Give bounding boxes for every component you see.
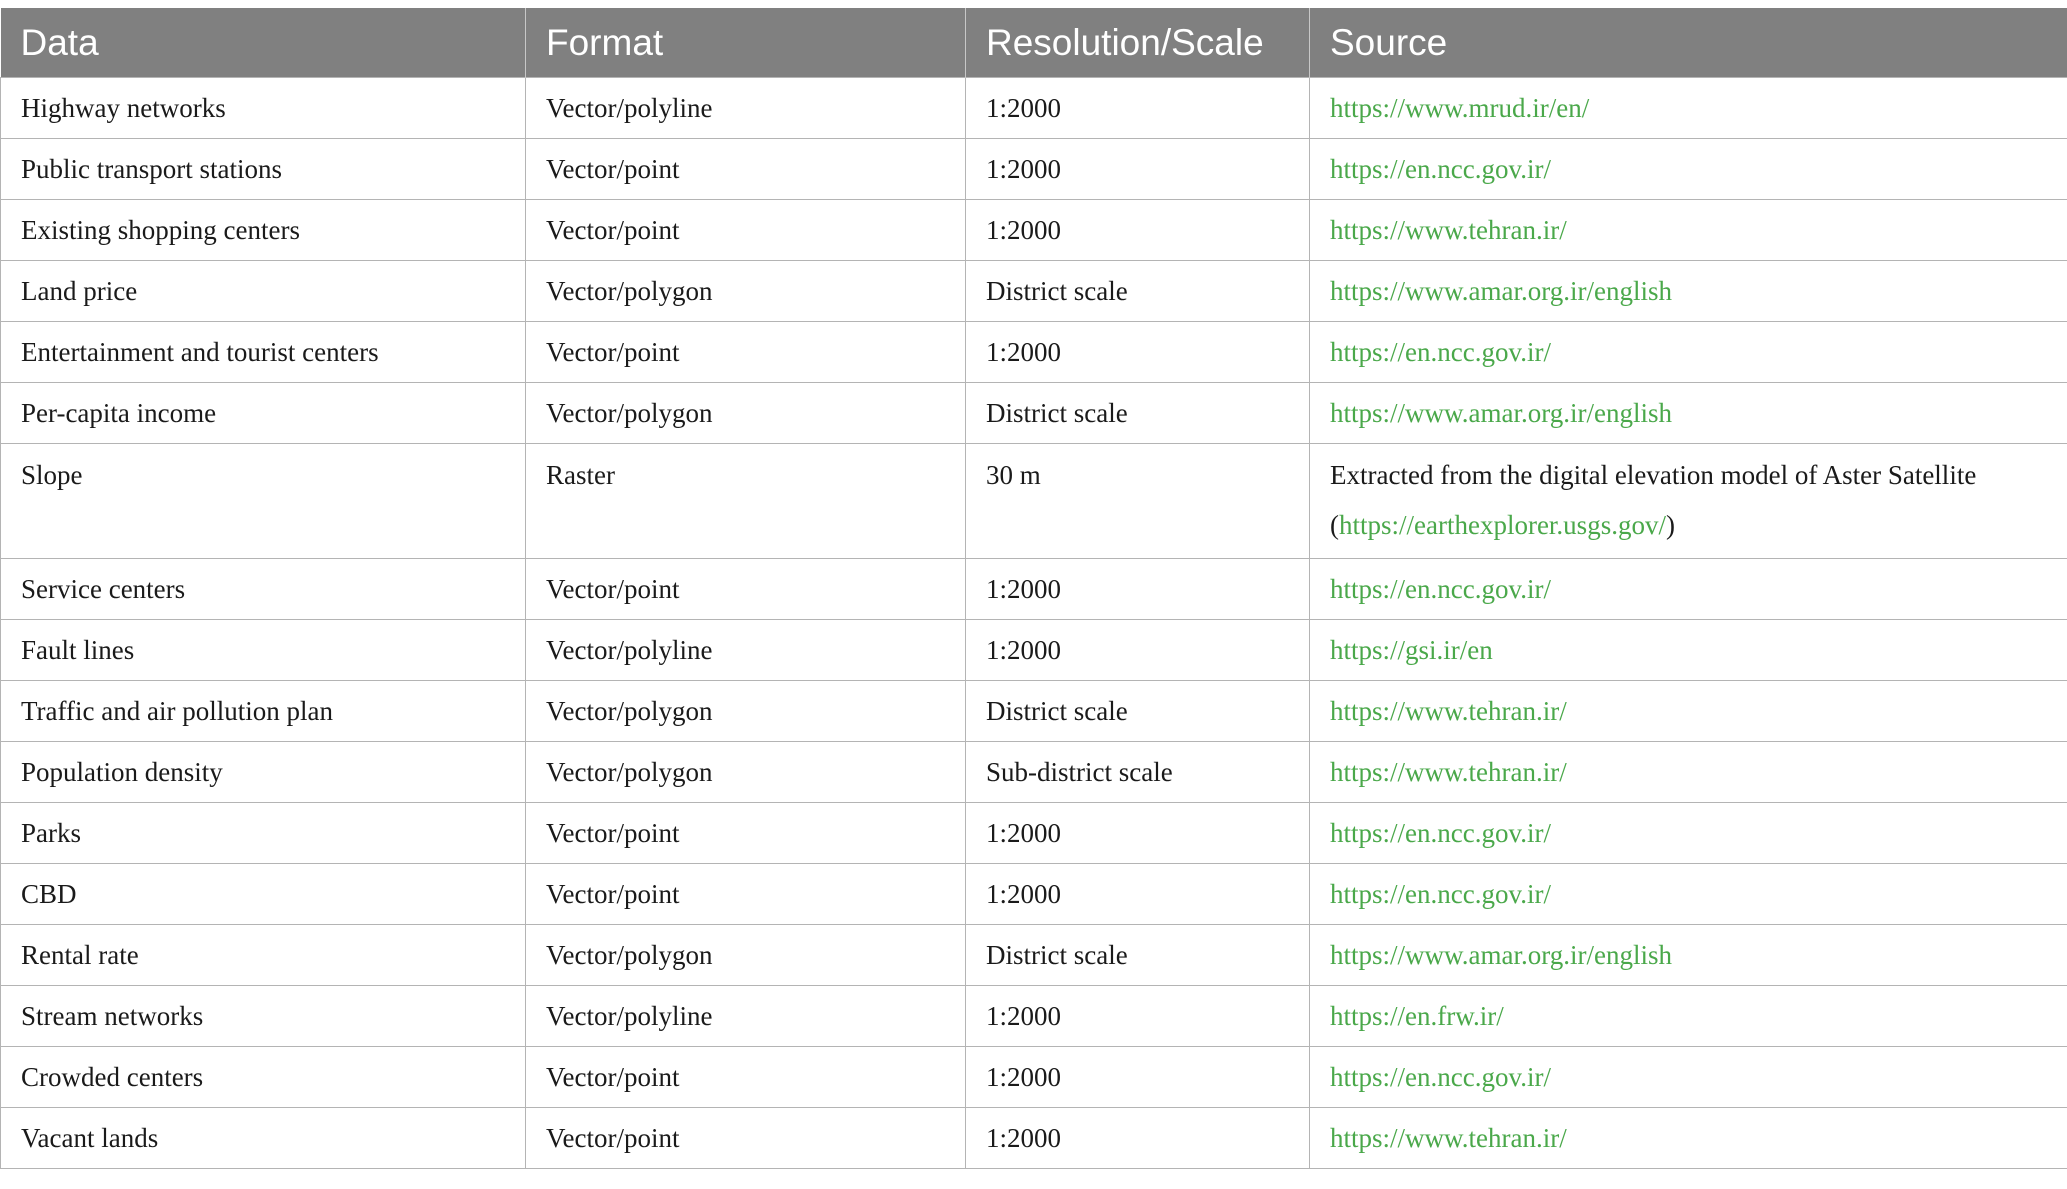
cell-source bbox=[1310, 620, 2067, 681]
cell-format: Vector/polygon bbox=[526, 261, 966, 322]
cell-format: Vector/polygon bbox=[526, 681, 966, 742]
cell-data: Traffic and air pollution plan bbox=[1, 681, 526, 742]
cell-data: Per-capita income bbox=[1, 383, 526, 444]
source-link[interactable]: https://en.ncc.gov.ir/ bbox=[1330, 154, 1551, 184]
table-row bbox=[1, 383, 2067, 444]
source-link[interactable]: https://www.amar.org.ir/english bbox=[1330, 940, 1672, 970]
cell-data: Existing shopping centers bbox=[1, 200, 526, 261]
table-row bbox=[1, 200, 2067, 261]
cell-data: CBD bbox=[1, 864, 526, 925]
source-description: Extracted from the digital elevation model of Aster Satellite bbox=[1330, 460, 1977, 490]
source-link[interactable]: https://gsi.ir/en bbox=[1330, 635, 1493, 665]
cell-format: Vector/point bbox=[526, 139, 966, 200]
cell-format: Vector/point bbox=[526, 803, 966, 864]
header-format: Format bbox=[526, 8, 966, 78]
data-sources-table bbox=[0, 8, 2067, 1169]
cell-scale: 1:2000 bbox=[966, 559, 1310, 620]
data-sources-table-container bbox=[0, 8, 2067, 1169]
cell-scale: District scale bbox=[966, 383, 1310, 444]
source-link[interactable]: https://www.tehran.ir/ bbox=[1330, 696, 1567, 726]
cell-scale: 1:2000 bbox=[966, 1047, 1310, 1108]
cell-format: Vector/polygon bbox=[526, 742, 966, 803]
cell-data: Parks bbox=[1, 803, 526, 864]
cell-data: Highway networks bbox=[1, 78, 526, 139]
source-link[interactable]: https://en.ncc.gov.ir/ bbox=[1330, 574, 1551, 604]
header-source: Source bbox=[1310, 8, 2067, 78]
source-link[interactable]: https://www.tehran.ir/ bbox=[1330, 1123, 1567, 1153]
source-link[interactable]: https://en.ncc.gov.ir/ bbox=[1330, 337, 1551, 367]
source-link[interactable]: https://www.tehran.ir/ bbox=[1330, 757, 1567, 787]
cell-source bbox=[1310, 864, 2067, 925]
cell-source bbox=[1310, 742, 2067, 803]
source-link[interactable]: https://en.frw.ir/ bbox=[1330, 1001, 1504, 1031]
table-row bbox=[1, 986, 2067, 1047]
cell-format: Vector/polygon bbox=[526, 383, 966, 444]
cell-scale: District scale bbox=[966, 681, 1310, 742]
cell-scale: 1:2000 bbox=[966, 986, 1310, 1047]
source-link[interactable]: https://www.amar.org.ir/english bbox=[1330, 398, 1672, 428]
header-data: Data bbox=[1, 8, 526, 78]
cell-format: Vector/point bbox=[526, 559, 966, 620]
cell-data: Rental rate bbox=[1, 925, 526, 986]
table-row bbox=[1, 681, 2067, 742]
source-close-paren: ) bbox=[1665, 510, 1675, 540]
header-resolution-scale: Resolution/Scale bbox=[966, 8, 1310, 78]
table-header-row bbox=[1, 8, 2067, 78]
table-row bbox=[1, 444, 2067, 559]
cell-source bbox=[1310, 925, 2067, 986]
cell-format: Raster bbox=[526, 444, 966, 559]
cell-format: Vector/polyline bbox=[526, 986, 966, 1047]
source-link[interactable]: https://en.ncc.gov.ir/ bbox=[1330, 818, 1551, 848]
table-row bbox=[1, 925, 2067, 986]
cell-scale: 1:2000 bbox=[966, 620, 1310, 681]
cell-data: Service centers bbox=[1, 559, 526, 620]
cell-source bbox=[1310, 383, 2067, 444]
cell-data: Land price bbox=[1, 261, 526, 322]
cell-source bbox=[1310, 78, 2067, 139]
source-link[interactable]: https://earthexplorer.usgs.gov/ bbox=[1339, 510, 1666, 540]
cell-data: Vacant lands bbox=[1, 1108, 526, 1169]
cell-format: Vector/point bbox=[526, 322, 966, 383]
table-row bbox=[1, 559, 2067, 620]
cell-data: Fault lines bbox=[1, 620, 526, 681]
cell-source bbox=[1310, 200, 2067, 261]
table-row bbox=[1, 803, 2067, 864]
cell-source bbox=[1310, 559, 2067, 620]
cell-scale: 1:2000 bbox=[966, 1108, 1310, 1169]
cell-scale: 30 m bbox=[966, 444, 1310, 559]
cell-data: Slope bbox=[1, 444, 526, 559]
source-link[interactable]: https://www.mrud.ir/en/ bbox=[1330, 93, 1590, 123]
table-row bbox=[1, 620, 2067, 681]
cell-format: Vector/polyline bbox=[526, 78, 966, 139]
cell-data: Public transport stations bbox=[1, 139, 526, 200]
cell-scale: 1:2000 bbox=[966, 322, 1310, 383]
table-row bbox=[1, 864, 2067, 925]
cell-data: Stream networks bbox=[1, 986, 526, 1047]
cell-format: Vector/polyline bbox=[526, 620, 966, 681]
source-open-paren: ( bbox=[1330, 510, 1339, 540]
table-row bbox=[1, 322, 2067, 383]
cell-source bbox=[1310, 986, 2067, 1047]
cell-format: Vector/point bbox=[526, 1108, 966, 1169]
cell-source bbox=[1310, 322, 2067, 383]
cell-scale: Sub-district scale bbox=[966, 742, 1310, 803]
cell-format: Vector/point bbox=[526, 1047, 966, 1108]
source-link[interactable]: https://www.tehran.ir/ bbox=[1330, 215, 1567, 245]
table-row bbox=[1, 1108, 2067, 1169]
source-link[interactable]: https://en.ncc.gov.ir/ bbox=[1330, 879, 1551, 909]
cell-format: Vector/point bbox=[526, 200, 966, 261]
table-row bbox=[1, 139, 2067, 200]
cell-source bbox=[1310, 139, 2067, 200]
cell-data: Crowded centers bbox=[1, 1047, 526, 1108]
cell-source bbox=[1310, 1108, 2067, 1169]
cell-source bbox=[1310, 261, 2067, 322]
cell-scale: District scale bbox=[966, 261, 1310, 322]
cell-scale: 1:2000 bbox=[966, 864, 1310, 925]
source-link[interactable]: https://en.ncc.gov.ir/ bbox=[1330, 1062, 1551, 1092]
source-link[interactable]: https://www.amar.org.ir/english bbox=[1330, 276, 1672, 306]
cell-format: Vector/polygon bbox=[526, 925, 966, 986]
table-row bbox=[1, 742, 2067, 803]
cell-format: Vector/point bbox=[526, 864, 966, 925]
cell-scale: 1:2000 bbox=[966, 200, 1310, 261]
cell-scale: 1:2000 bbox=[966, 803, 1310, 864]
cell-source bbox=[1310, 681, 2067, 742]
cell-scale: 1:2000 bbox=[966, 78, 1310, 139]
table-row bbox=[1, 261, 2067, 322]
cell-data: Population density bbox=[1, 742, 526, 803]
table-row bbox=[1, 78, 2067, 139]
table-row bbox=[1, 1047, 2067, 1108]
cell-scale: District scale bbox=[966, 925, 1310, 986]
cell-source bbox=[1310, 803, 2067, 864]
cell-scale: 1:2000 bbox=[966, 139, 1310, 200]
cell-source bbox=[1310, 444, 2067, 559]
cell-source bbox=[1310, 1047, 2067, 1108]
cell-data: Entertainment and tourist centers bbox=[1, 322, 526, 383]
